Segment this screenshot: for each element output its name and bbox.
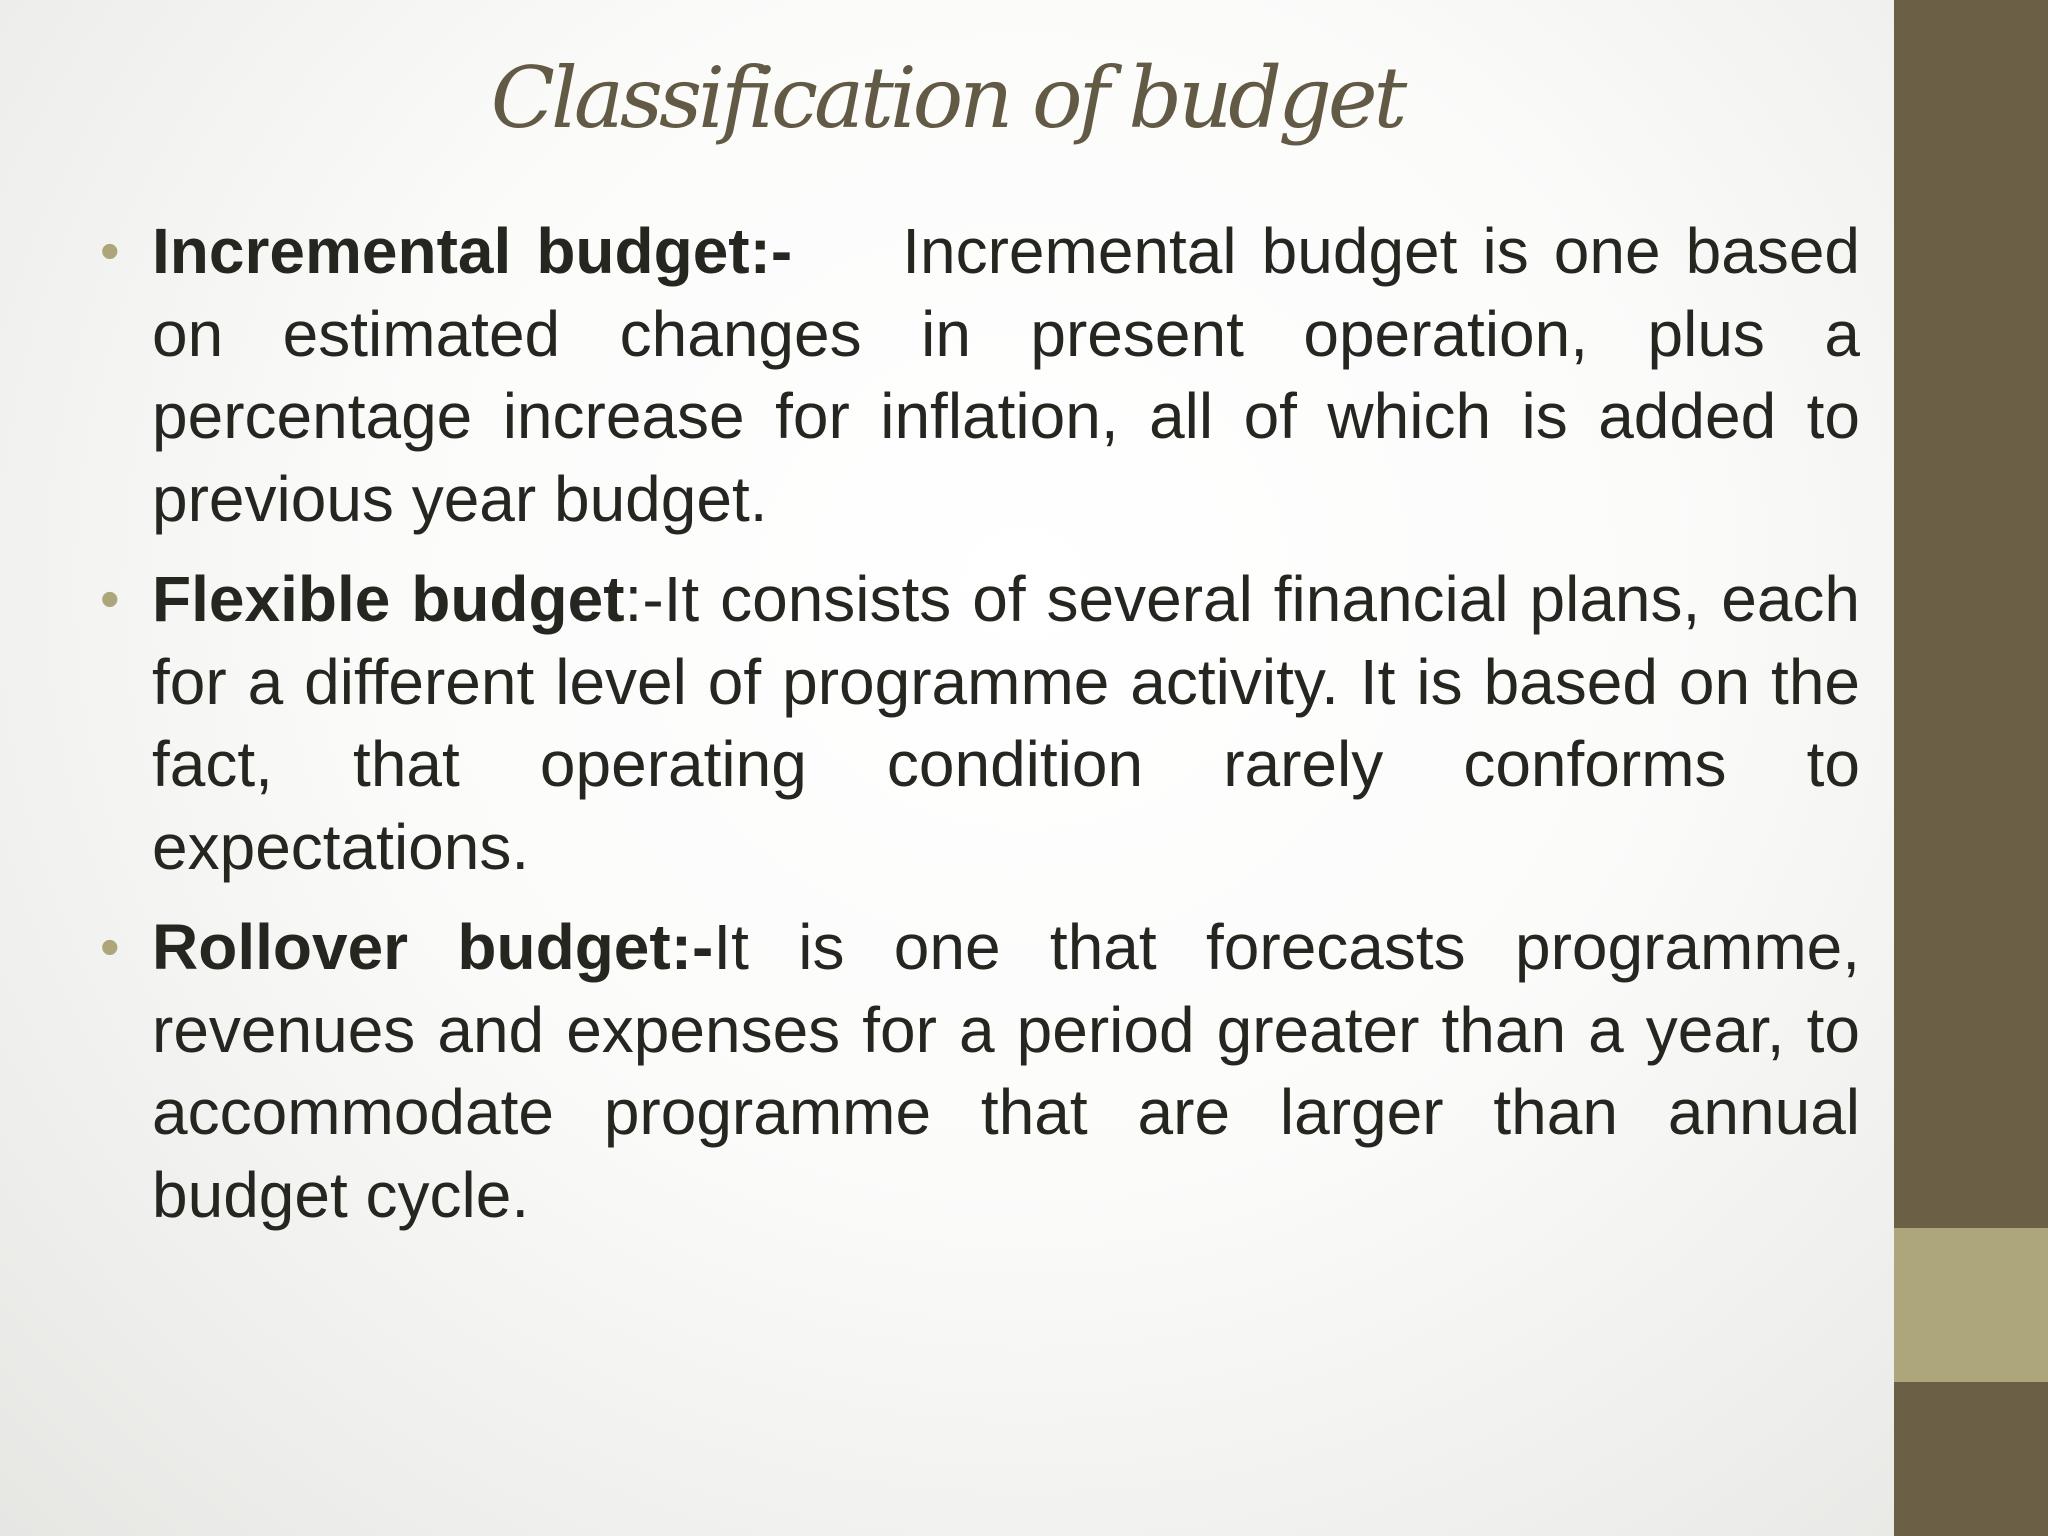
bullet-flexible-budget xyxy=(96,558,1860,888)
bullet-text: It is one that forecasts programme, revenues and expenses for a period greater than a year, to accommodate programme that are larger than annual budget cycle. xyxy=(152,911,1860,1231)
bullet-text: :-It consists of several financial plans, each for a different level of programme activity. It is based on the fact, that operating condition rarely conforms to expectations. xyxy=(152,563,1861,883)
bullet-term: Rollover budget:- xyxy=(152,911,714,983)
bullet-dot-icon: • xyxy=(100,219,120,282)
sidebar-accent-block xyxy=(1894,1228,2048,1382)
bullet-term: Incremental budget:- xyxy=(152,215,793,287)
bullet-dot-icon: • xyxy=(100,915,120,978)
bullet-term: Flexible budget xyxy=(152,563,625,635)
slide-body xyxy=(96,210,1860,1254)
bullet-list xyxy=(96,210,1860,1236)
bullet-rollover-budget xyxy=(96,906,1860,1236)
bullet-incremental-budget xyxy=(96,210,1860,540)
bullet-dot-icon: • xyxy=(100,567,120,630)
slide-title: Classification of budget xyxy=(490,49,1404,147)
bullet-text: Incremental budget is one based on estimated changes in present operation, plus a percentage increase for inflation, all of which is added to previous year budget. xyxy=(152,215,1861,535)
